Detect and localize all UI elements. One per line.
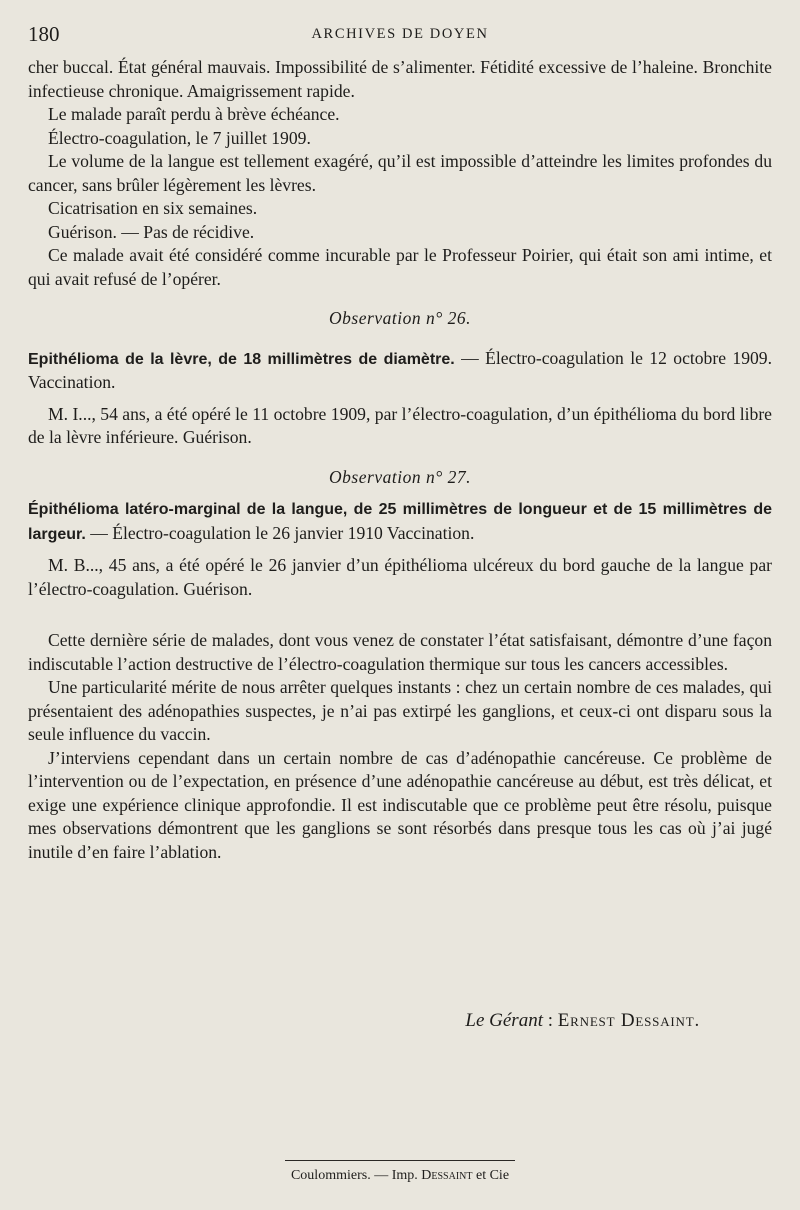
printer-imprint [0, 1168, 800, 1184]
imprint-printer: Dessaint [421, 1168, 473, 1183]
signature-separator: : [542, 1010, 558, 1031]
page-number: 180 [28, 22, 60, 46]
imprint-suffix: et Cie [472, 1168, 510, 1183]
body-text [28, 56, 772, 864]
observation-26-heading-bold: Epithélioma de la lèvre, de 18 millimètres de diamètre. [28, 350, 455, 368]
running-title: ARCHIVES DE DOYEN [311, 26, 489, 42]
paragraph: Guérison. — Pas de récidive. [48, 221, 255, 242]
paragraph: Cicatrisation en six semaines. [48, 198, 258, 218]
observation-26-heading-rest: — Électro-coagulation le 12 octobre 1909. Vaccination. [28, 347, 772, 392]
running-head [28, 22, 772, 50]
conclusion-paragraph: Cette dernière série de malades, dont vous venez de constater l’état satisfaisant, démontre d’une façon indiscutable l’action destructive de l’électro-coagulation thermique sur tous les cancers accessibles. [28, 630, 772, 674]
observation-27-heading-rest: — Électro-coagulation le 26 janvier 1910 Vaccination. [85, 522, 475, 543]
footer-rule [285, 1160, 515, 1161]
signature-name: Ernest Dessaint. [557, 1010, 700, 1031]
paragraph: Le volume de la langue est tellement exagéré, qu’il est impossible d’atteindre les limites profondes du cancer, sans brûler légèrement les lèvres. [28, 151, 772, 195]
paragraph: Le malade paraît perdu à brève échéance. [48, 104, 340, 124]
imprint-place: Coulommiers. — Imp. [290, 1168, 422, 1183]
observation-26-heading [28, 347, 772, 395]
signature [465, 1010, 700, 1032]
conclusion-paragraph: J’interviens cependant dans un certain nombre de cas d’adénopathie cancéreuse. Ce problème de l’intervention ou de l’expectation, en présence d’une adénopathie cancéreuse au début, est très délicat, et exige une expérience clinique approfondie. Il est indiscutable que ce problème peut être résolu, puisque mes observations démontrent que les ganglions se sont résorbés dans presque tous les cas où j’ai jugé inutile d’en faire l’ablation. [28, 747, 772, 862]
paragraph: Ce malade avait été considéré comme incurable par le Professeur Poirier, qui était son ami intime, et qui avait refusé de l’opérer. [28, 245, 772, 289]
paragraph: Électro-coagulation, le 7 juillet 1909. [48, 127, 311, 148]
signature-label: Le Gérant [465, 1010, 543, 1031]
paragraph-continuation: cher buccal. État général mauvais. Impossibilité de s’alimenter. Fétidité excessive de l’haleine. Bronchite infectieuse chronique. Amaigrissement rapide. [28, 57, 772, 101]
observation-26-title: Observation n° 26. [329, 308, 471, 328]
observation-26-body: M. I..., 54 ans, a été opéré le 11 octobre 1909, par l’électro-coagulation, d’un épithélioma du bord libre de la lèvre inférieure. Guérison. [28, 403, 772, 447]
observation-27-body: M. B..., 45 ans, a été opéré le 26 janvier d’un épithélioma ulcéreux du bord gauche de la langue par l’électro-coagulation. Guérison. [28, 555, 772, 599]
observation-27-heading-bold: Épithélioma latéro-marginal de la langue, de 25 millimètres de longueur et de 15 millimètres de largeur. [28, 501, 772, 543]
observation-27-title: Observation n° 27. [329, 466, 471, 487]
observation-27-heading [28, 497, 772, 546]
conclusion-paragraph: Une particularité mérite de nous arrêter quelques instants : chez un certain nombre de ces malades, qui présentaient des adénopathies suspectes, je n’ai pas extirpé les ganglions, et ceux-ci ont disparu sous la seule influence du vaccin. [28, 677, 772, 744]
